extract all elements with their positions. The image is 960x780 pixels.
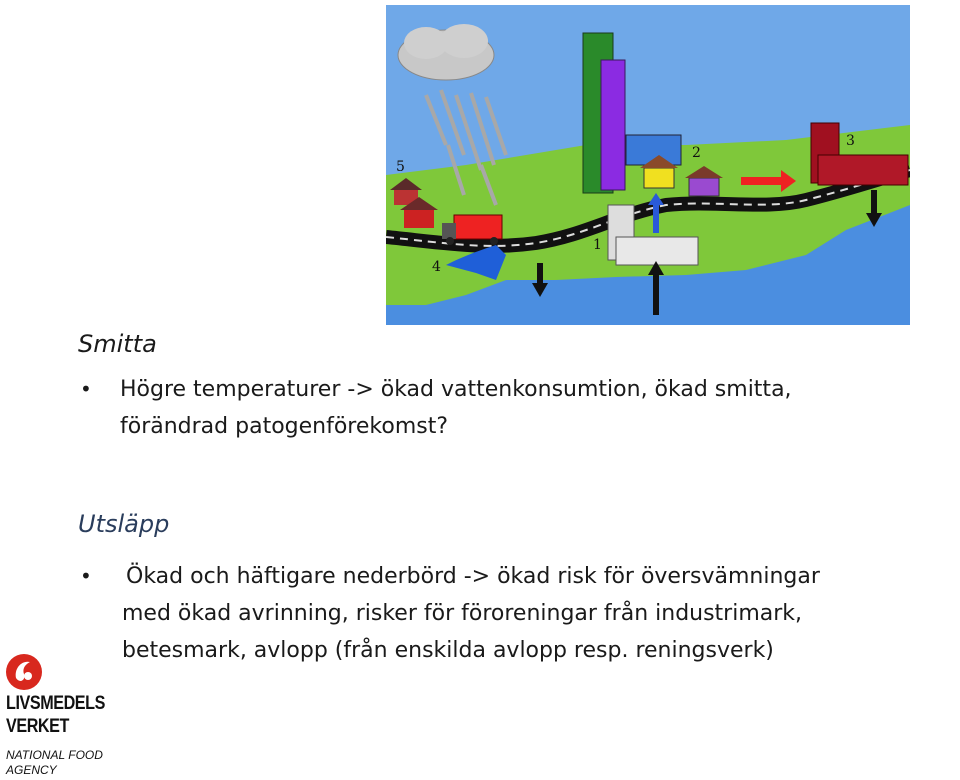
bullet-item — [80, 558, 955, 669]
bullet-line: med ökad avrinning, risker för föroreningar från industrimark, — [122, 601, 803, 626]
label-3: 3 — [846, 133, 855, 149]
bullet-text — [80, 558, 955, 669]
bullet-line: betesmark, avlopp (från enskilda avlopp resp. reningsverk) — [122, 638, 774, 663]
label-2: 2 — [692, 145, 701, 161]
building-purple — [601, 60, 625, 190]
bullet-line: Högre temperaturer -> ökad vattenkonsumtion, ökad smitta, — [120, 377, 792, 402]
section-heading-smitta: Smitta — [78, 330, 157, 358]
illustration — [386, 5, 910, 325]
logo-subtitle: NATIONAL FOOD — [6, 748, 103, 762]
label-1: 1 — [593, 237, 602, 253]
label-5: 5 — [396, 159, 405, 175]
bullet-icon: • — [80, 564, 92, 588]
bullet-icon: • — [80, 377, 92, 401]
treatment-plant — [616, 237, 698, 265]
cloud-icon — [398, 24, 494, 80]
section-heading-utslapp: Utsläpp — [78, 510, 170, 538]
livsmedelsverket-logo-icon — [4, 652, 44, 692]
bullet-text — [80, 371, 950, 445]
logo-text-line: LIVSMEDELS — [6, 693, 105, 714]
logo-subtitle: AGENCY — [6, 763, 57, 777]
bullet-line: Ökad och häftigare nederbörd -> ökad risk för översvämningar — [126, 564, 820, 589]
bullet-item — [80, 371, 950, 445]
landscape-illustration — [386, 5, 910, 325]
label-4: 4 — [432, 259, 441, 275]
bullet-line: förändrad patogenförekomst? — [120, 414, 449, 439]
logo-text-line: VERKET — [6, 716, 69, 737]
factory — [818, 155, 908, 185]
